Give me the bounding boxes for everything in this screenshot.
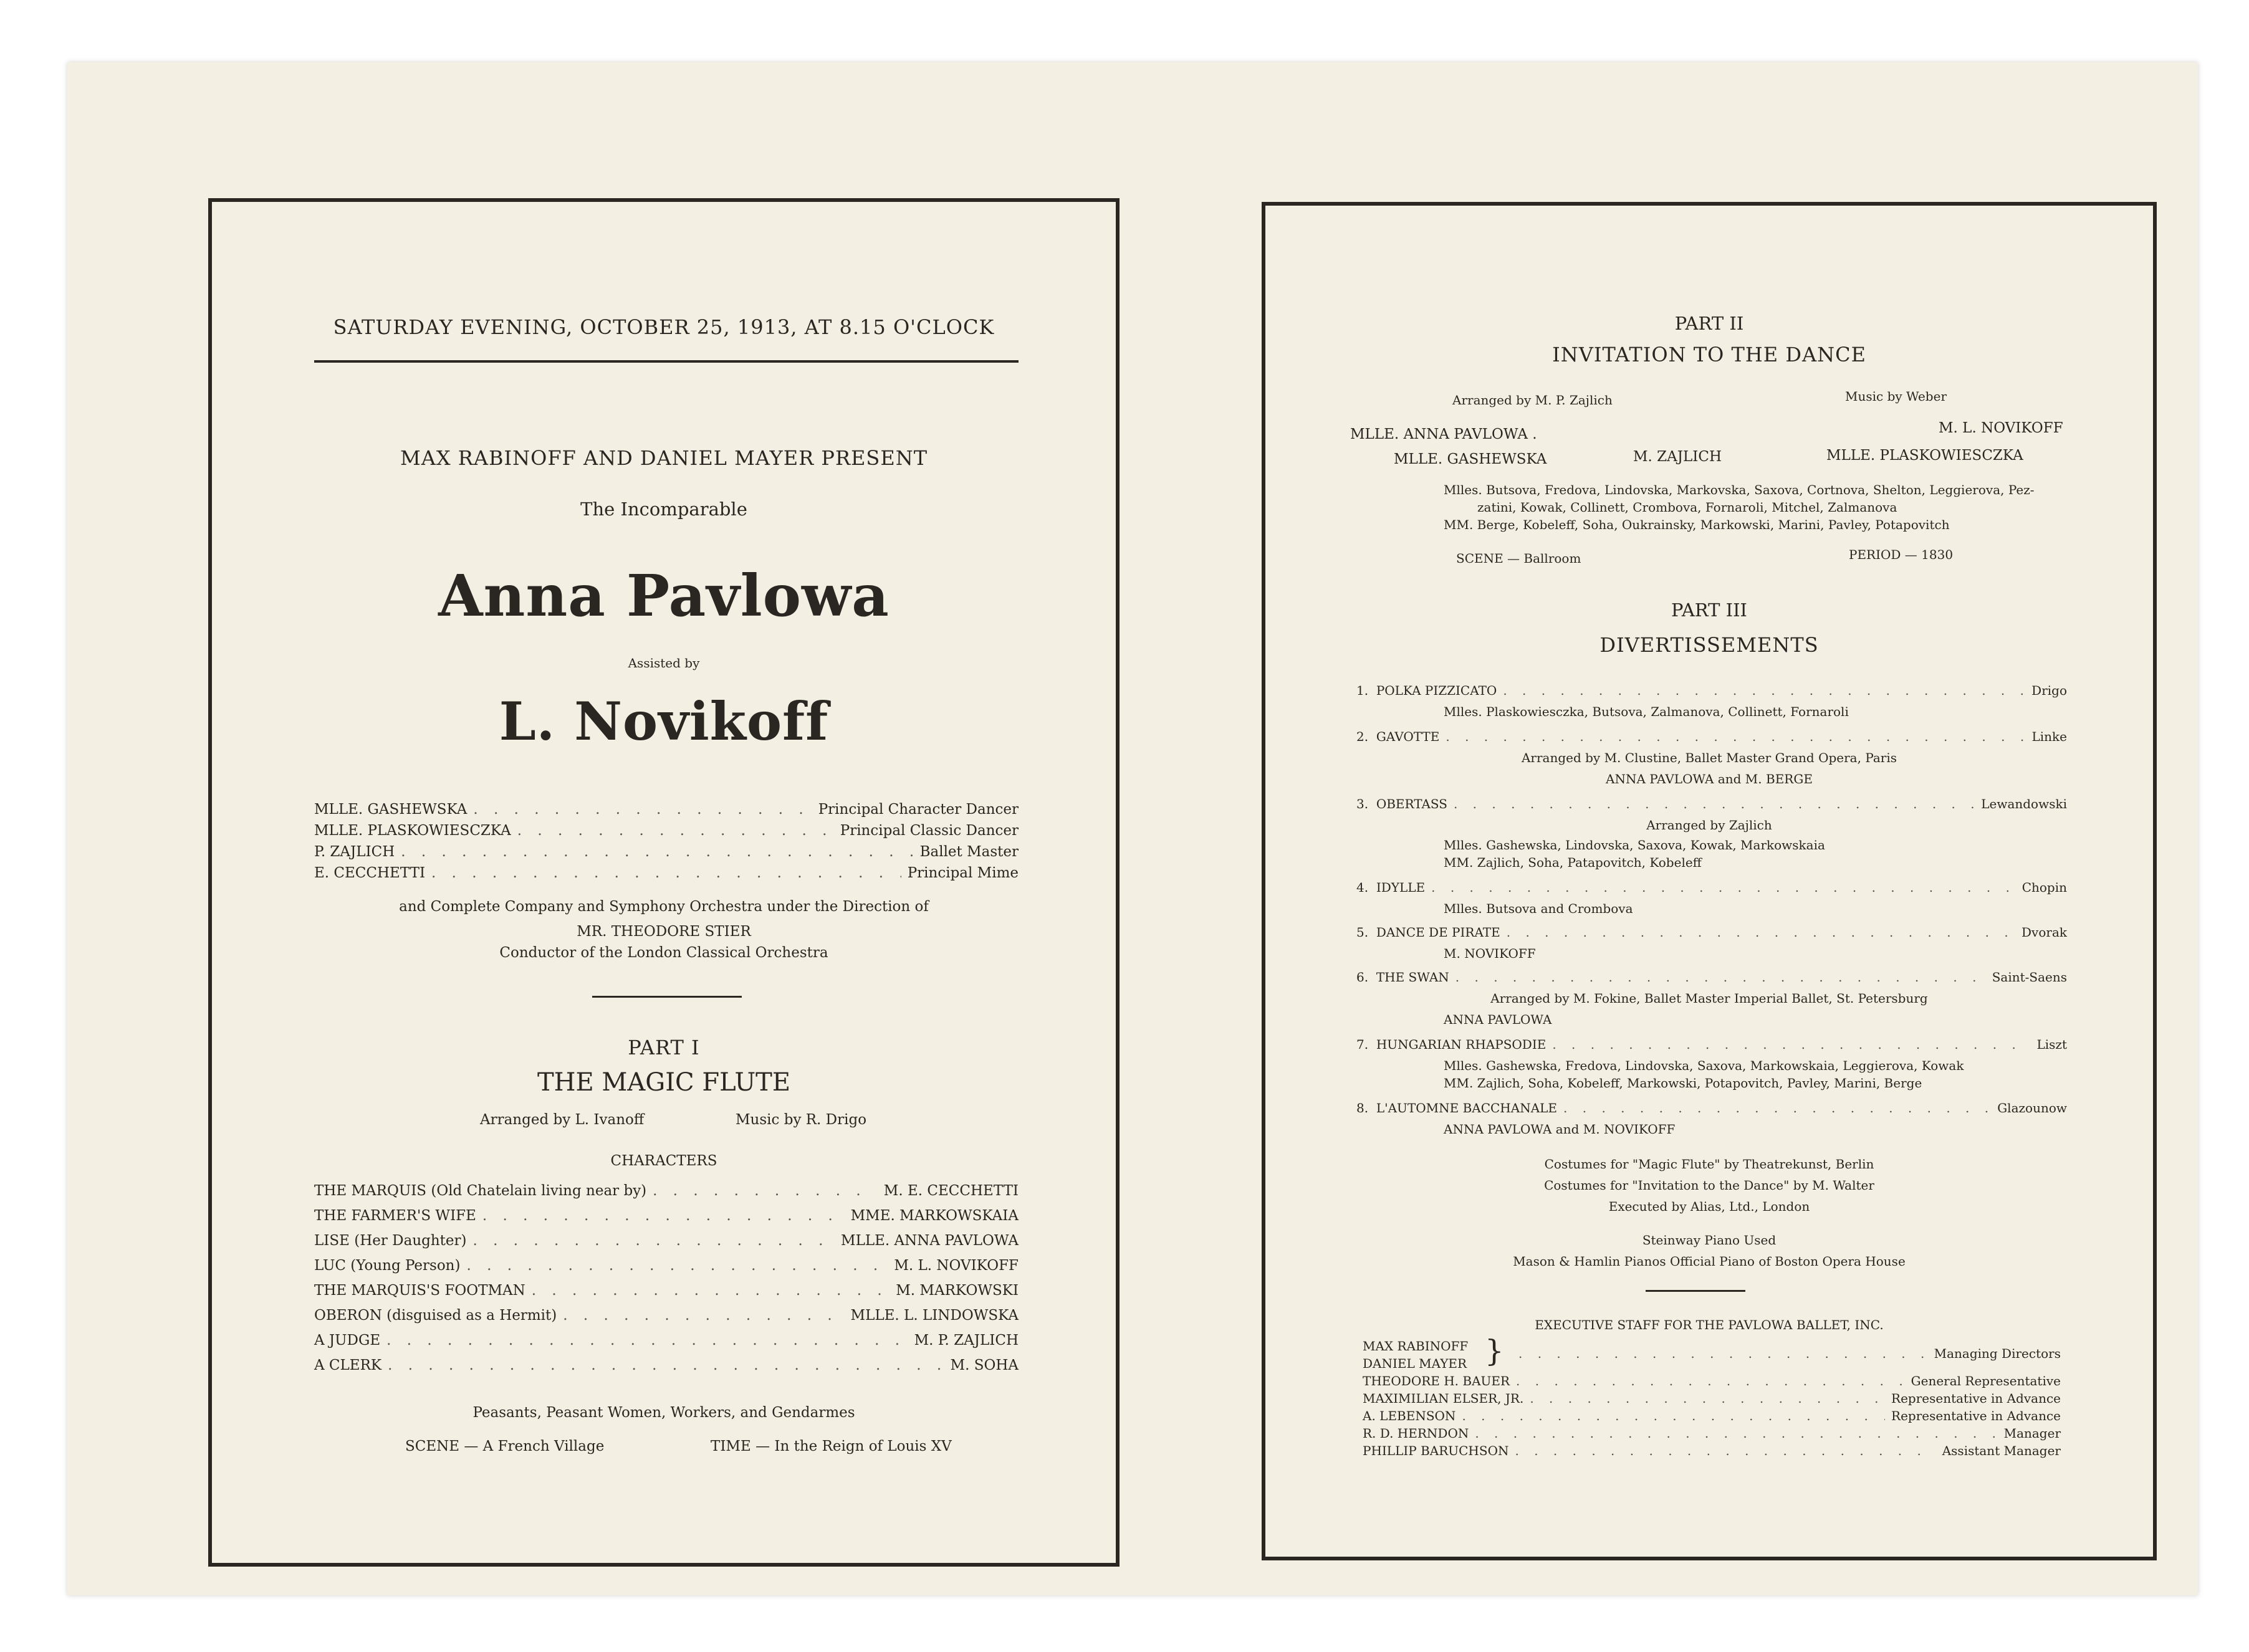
gashewska-line: MLLE. GASHEWSKA [1394, 451, 1547, 467]
part2-scene: SCENE — Ballroom [1456, 551, 1581, 566]
part2-arranged: Arranged by M. P. Zajlich [1452, 393, 1613, 408]
character-row [314, 1332, 1019, 1349]
divider-rule [592, 996, 742, 998]
divertissement-row [1356, 880, 2067, 895]
item-composer: Lewandowski [1981, 796, 2067, 811]
top-rule [314, 360, 1019, 363]
item-detail: M. NOVIKOFF [1444, 946, 1536, 961]
item-detail: ANNA PAVLOWA and M. BERGE [1606, 771, 1813, 786]
costumes-line-1: Costumes for "Magic Flute" by Theatrekunst, Berlin [1544, 1157, 1874, 1172]
character-row [314, 1183, 1019, 1199]
item-number: 1. [1356, 683, 1369, 698]
character-role: THE FARMER'S WIFE [314, 1208, 476, 1224]
character-role: A CLERK [314, 1357, 382, 1373]
part1-music: Music by R. Drigo [736, 1112, 867, 1128]
item-detail: Mlles. Plaskowiesczka, Butsova, Zalmanova, Collinett, Fornaroli [1444, 704, 1849, 719]
leader-dots [1516, 1373, 1905, 1388]
item-detail: ANNA PAVLOWA [1444, 1012, 1552, 1027]
staff-role: Representative in Advance [1891, 1391, 2061, 1406]
staff-name: MAXIMILIAN ELSER, JR. [1363, 1391, 1524, 1406]
item-detail: MM. Zajlich, Soha, Patapovitch, Kobeleff [1444, 855, 1702, 870]
leader-dots [482, 1208, 845, 1224]
leader-dots [1552, 1037, 2030, 1052]
leader-dots [1530, 1391, 1885, 1406]
item-detail: Mlles. Butsova and Crombova [1444, 901, 1633, 916]
leader-dots [386, 1332, 908, 1349]
staff-name: R. D. HERNDON [1363, 1426, 1469, 1441]
character-role: A JUDGE [314, 1332, 381, 1349]
partner-name: L. Novikoff [499, 690, 829, 752]
staff-row [1363, 1443, 2061, 1458]
leader-dots [1507, 925, 2015, 940]
leader-dots [1462, 1408, 1885, 1423]
character-dancer: M. E. CECCHETTI [883, 1183, 1019, 1199]
assisted-by: Assisted by [628, 656, 700, 671]
principal-name: MLLE. PLASKOWIESCZKA [314, 823, 511, 839]
principal-name: E. CECCHETTI [314, 865, 426, 881]
character-dancer: M. P. ZAJLICH [914, 1332, 1019, 1349]
character-dancer: MLLE. L. LINDOWSKA [850, 1307, 1019, 1324]
item-composer: Liszt [2036, 1037, 2067, 1052]
character-dancer: M. SOHA [950, 1357, 1019, 1373]
leader-dots [1454, 796, 1975, 811]
item-composer: Saint-Saens [1992, 970, 2067, 985]
conductor-title: Conductor of the London Classical Orchestra [499, 945, 828, 961]
character-dancer: M. L. NOVIKOFF [894, 1258, 1019, 1274]
item-title: THE SWAN [1376, 970, 1449, 985]
staff-name: DANIEL MAYER [1363, 1356, 1467, 1371]
divertissement-row [1356, 1037, 2067, 1052]
item-composer: Chopin [2021, 880, 2067, 895]
staff-role: Assistant Manager [1942, 1443, 2061, 1458]
conductor: MR. THEODORE STIER [577, 924, 751, 940]
principal-role: Principal Mime [907, 865, 1019, 881]
staff-role: Manager [2003, 1426, 2061, 1441]
staff-row [1363, 1391, 2061, 1406]
item-detail: Arranged by M. Fokine, Ballet Master Imperial Ballet, St. Petersburg [1490, 991, 1928, 1006]
principal-role: Principal Classic Dancer [840, 823, 1019, 839]
part1-scene: SCENE — A French Village [405, 1438, 605, 1454]
right-page [1262, 202, 2157, 1560]
leader-dots [1455, 970, 1986, 985]
leader-dots [388, 1357, 944, 1373]
item-title: IDYLLE [1376, 880, 1426, 895]
item-title: POLKA PIZZICATO [1376, 683, 1497, 698]
principal-row [314, 801, 1019, 818]
zajlich-line: M. ZAJLICH [1633, 449, 1722, 465]
staff-row [1363, 1373, 2061, 1388]
item-number: 7. [1356, 1037, 1369, 1052]
leader-dots [473, 801, 812, 818]
staff-role: General Representative [1911, 1373, 2061, 1388]
item-detail: MM. Zajlich, Soha, Kobeleff, Markowski, Potapovitch, Pavley, Marini, Berge [1444, 1076, 1922, 1091]
item-number: 4. [1356, 880, 1369, 895]
staff-name: A. LEBENSON [1363, 1408, 1456, 1423]
leader-dots [401, 844, 913, 860]
staff-title-managing: Managing Directors [1934, 1346, 2061, 1361]
mlles-line-2: zatini, Kowak, Collinett, Crombova, Fornaroli, Mitchel, Zalmanova [1477, 500, 1897, 515]
item-detail: Mlles. Gashewska, Lindovska, Saxova, Kowak, Markowskaia [1444, 838, 1825, 852]
item-title: OBERTASS [1376, 796, 1447, 811]
character-role: OBERON (disguised as a Hermit) [314, 1307, 557, 1324]
staff-name: MAX RABINOFF [1363, 1339, 1469, 1354]
character-dancer: MLLE. ANNA PAVLOWA [841, 1233, 1019, 1249]
piano-line-2: Mason & Hamlin Pianos Official Piano of Boston Opera House [1513, 1254, 1906, 1269]
item-number: 2. [1356, 729, 1369, 744]
item-title: GAVOTTE [1376, 729, 1440, 744]
mm-line: MM. Berge, Kobeleff, Soha, Oukrainsky, Markowski, Marini, Pavley, Potapovitch [1444, 517, 1950, 532]
character-dancer: MME. MARKOWSKAIA [850, 1208, 1019, 1224]
staff-title: EXECUTIVE STAFF FOR THE PAVLOWA BALLET, INC. [1535, 1317, 1884, 1332]
left-page [208, 198, 1120, 1567]
staff-row [1363, 1426, 2061, 1441]
leader-dots [1563, 1101, 1991, 1115]
leader-dots [431, 865, 901, 881]
character-role: LUC (Young Person) [314, 1258, 461, 1274]
item-detail: ANNA PAVLOWA and M. NOVIKOFF [1444, 1122, 1676, 1137]
item-number: 8. [1356, 1101, 1369, 1115]
program-sheet [67, 62, 2198, 1595]
character-row [314, 1282, 1019, 1299]
part2-title: INVITATION TO THE DANCE [1552, 343, 1866, 366]
character-row [314, 1233, 1019, 1249]
item-detail: Arranged by Zajlich [1646, 818, 1772, 833]
principal-role: Principal Character Dancer [818, 801, 1019, 818]
company-line: and Complete Company and Symphony Orchestra under the Direction of [399, 899, 929, 915]
divertissement-row [1356, 796, 2067, 811]
executed-line: Executed by Alias, Ltd., London [1608, 1199, 1810, 1214]
item-number: 5. [1356, 925, 1369, 940]
date-line: SATURDAY EVENING, OCTOBER 25, 1913, AT 8.15 O'CLOCK [333, 315, 995, 339]
item-title: HUNGARIAN RHAPSODIE [1376, 1037, 1546, 1052]
leader-dots [532, 1282, 890, 1299]
leader-dots [1515, 1443, 1935, 1458]
character-row [314, 1258, 1019, 1274]
incomparable: The Incomparable [580, 499, 747, 520]
leader-dots [1446, 729, 2025, 744]
item-title: DANCE DE PIRATE [1376, 925, 1500, 940]
principal-role: Ballet Master [919, 844, 1019, 860]
staff-name: THEODORE H. BAUER [1363, 1373, 1510, 1388]
part3-title: DIVERTISSEMENTS [1599, 633, 1819, 657]
star-name: Anna Pavlowa [438, 562, 890, 629]
leader-dots [1503, 683, 2025, 698]
divertissement-row [1356, 970, 2067, 985]
presenters: MAX RABINOFF AND DANIEL MAYER PRESENT [400, 446, 928, 470]
leader-dots [517, 823, 834, 839]
divertissement-row [1356, 729, 2067, 744]
plaskowiesczka-line: MLLE. PLASKOWIESCZKA [1826, 447, 2023, 464]
item-composer: Linke [2031, 729, 2067, 744]
staff-role: Representative in Advance [1891, 1408, 2061, 1423]
ensemble-line: Peasants, Peasant Women, Workers, and Gendarmes [472, 1405, 855, 1421]
item-title: L'AUTOMNE BACCHANALE [1376, 1101, 1558, 1115]
part1-arranged: Arranged by L. Ivanoff [480, 1112, 645, 1128]
leader-dots [473, 1233, 835, 1249]
divider-rule [1646, 1290, 1745, 1292]
item-detail: Mlles. Gashewska, Fredova, Lindovska, Saxova, Markowskaia, Leggierova, Kowak [1444, 1058, 1964, 1073]
part1-label: PART I [628, 1036, 700, 1059]
item-detail: Arranged by M. Clustine, Ballet Master Grand Opera, Paris [1521, 750, 1897, 765]
principal-row [314, 865, 1019, 881]
character-row [314, 1307, 1019, 1324]
item-composer: Glazounow [1997, 1101, 2067, 1115]
staff-name: PHILLIP BARUCHSON [1363, 1443, 1509, 1458]
costumes-line-2: Costumes for "Invitation to the Dance" by M. Walter [1544, 1178, 1874, 1193]
part2-music: Music by Weber [1845, 389, 1947, 404]
character-dancer: M. MARKOWSKI [896, 1282, 1019, 1299]
character-row [314, 1357, 1019, 1373]
piano-line-1: Steinway Piano Used [1642, 1233, 1777, 1248]
character-role: THE MARQUIS'S FOOTMAN [314, 1282, 525, 1299]
character-row [314, 1208, 1019, 1224]
character-role: LISE (Her Daughter) [314, 1233, 467, 1249]
leader-dots [466, 1258, 888, 1274]
principal-name: MLLE. GASHEWSKA [314, 801, 468, 818]
brace-mark: } [1485, 1334, 1504, 1368]
divertissement-row [1356, 1101, 2067, 1115]
item-composer: Drigo [2031, 683, 2067, 698]
characters-label: CHARACTERS [610, 1153, 717, 1169]
staff-row [1363, 1408, 2061, 1423]
leader-dots [653, 1183, 878, 1199]
item-number: 6. [1356, 970, 1369, 985]
mlles-line-1: Mlles. Butsova, Fredova, Lindovska, Markovska, Saxova, Cortnova, Shelton, Leggierova, Pez- [1444, 482, 2035, 497]
part3-label: PART III [1671, 599, 1748, 621]
item-composer: Dvorak [2021, 925, 2067, 940]
divertissement-row [1356, 925, 2067, 940]
divertissement-row [1356, 683, 2067, 698]
leader-dots [1518, 1346, 1928, 1361]
staff-row [1512, 1346, 2061, 1361]
part1-time: TIME — In the Reign of Louis XV [711, 1438, 952, 1454]
novikoff-line: M. L. NOVIKOFF [1939, 420, 2063, 436]
item-number: 3. [1356, 796, 1369, 811]
part2-label: PART II [1674, 313, 1744, 334]
part2-period: PERIOD — 1830 [1849, 547, 1954, 562]
leader-dots [563, 1307, 844, 1324]
principal-row [314, 823, 1019, 839]
leader-dots [1475, 1426, 1997, 1441]
pavlowa-line: MLLE. ANNA PAVLOWA . [1350, 426, 1537, 442]
character-role: THE MARQUIS (Old Chatelain living near by) [314, 1183, 647, 1199]
leader-dots [1431, 880, 2016, 895]
part1-title: THE MAGIC FLUTE [537, 1068, 791, 1097]
principal-name: P. ZAJLICH [314, 844, 395, 860]
principal-row [314, 844, 1019, 860]
